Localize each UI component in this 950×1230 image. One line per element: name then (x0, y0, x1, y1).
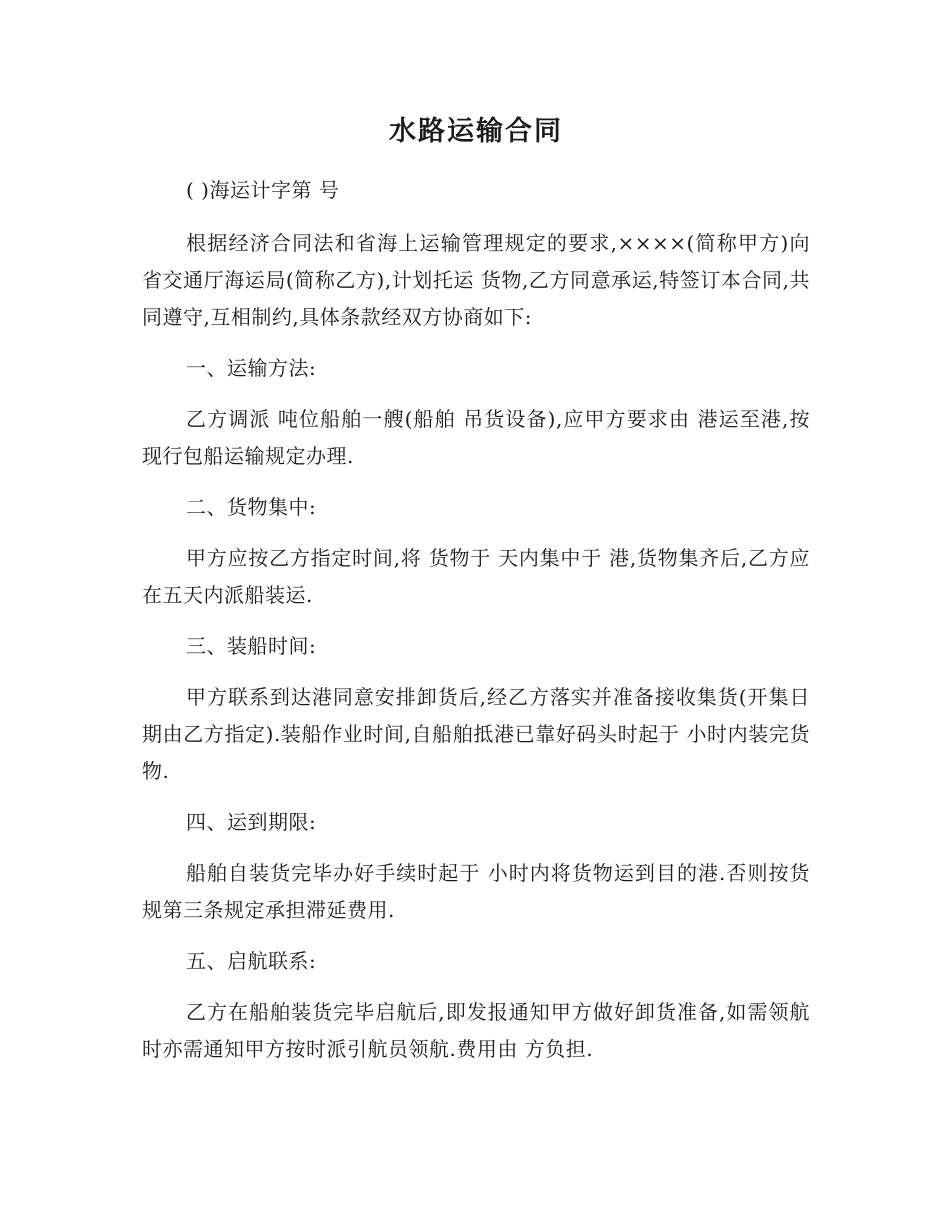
section-body-1: 乙方调派 吨位船舶一艘(船舶 吊货设备),应甲方要求由 港运至港,按现行包船运输规定办理. (142, 407, 810, 468)
section-heading-5: 五、启航联系: (186, 949, 317, 973)
section-heading-1: 一、运输方法: (186, 356, 317, 380)
section-heading-4: 四、运到期限: (186, 810, 317, 834)
document-page (142, 112, 810, 1082)
section-body-4: 船舶自装货完毕办好手续时起于 小时内将货物运到目的港.否则按货规第三条规定承担滞延费用. (142, 861, 810, 922)
section-heading-3: 三、装船时间: (186, 634, 317, 658)
section-body-3: 甲方联系到达港同意安排卸货后,经乙方落实并准备接收集货(开集日期由乙方指定).装船作业时间,自船舶抵港已靠好码头时起于 小时内装完货物. (142, 685, 810, 783)
document-title: 水路运输合同 (389, 116, 563, 147)
section-body-2: 甲方应按乙方指定时间,将 货物于 天内集中于 港,货物集齐后,乙方应在五天内派船装运. (142, 546, 810, 607)
reference-number: ( )海运计字第 号 (186, 178, 340, 202)
section-body-5: 乙方在船舶装货完毕启航后,即发报通知甲方做好卸货准备,如需领航时亦需通知甲方按时派引航员领航.费用由 方负担. (142, 1000, 810, 1061)
section-heading-2: 二、货物集中: (186, 495, 317, 519)
intro-paragraph: 根据经济合同法和省海上运输管理规定的要求,××××(简称甲方)向省交通厅海运局(简称乙方),计划托运 货物,乙方同意承运,特签订本合同,共同遵守,互相制约,具体条款经双方协商如下: (142, 231, 810, 329)
